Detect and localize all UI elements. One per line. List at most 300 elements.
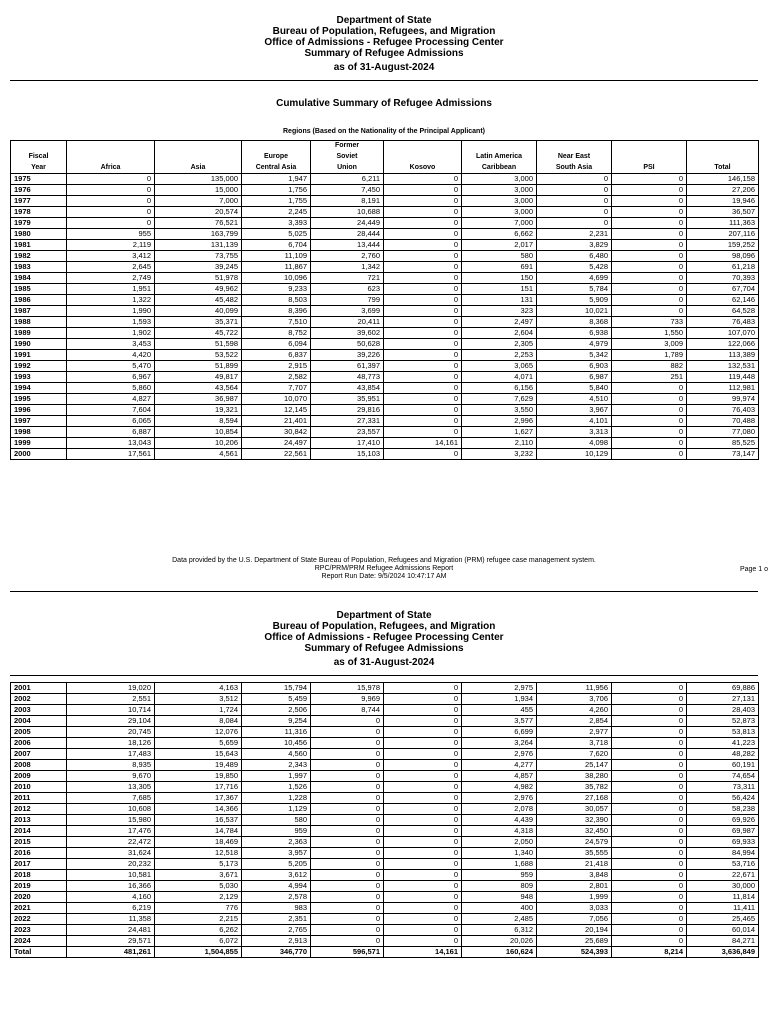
cell-latam: 2,604 <box>462 328 537 339</box>
cell-total: 67,704 <box>687 284 759 295</box>
cell-latam: 6,156 <box>462 383 537 394</box>
cell-asia: 45,722 <box>155 328 242 339</box>
cell-europe: 4,560 <box>242 749 311 760</box>
cell-europe: 2,363 <box>242 837 311 848</box>
table-row <box>11 449 759 460</box>
cell-europe: 15,794 <box>242 683 311 694</box>
cell-asia: 45,482 <box>155 295 242 306</box>
cell-year: Total <box>11 947 67 958</box>
cell-europe: 10,456 <box>242 738 311 749</box>
col-latam-line1: Latin America <box>462 152 537 163</box>
cell-year: 2017 <box>11 859 67 870</box>
cell-total: 159,252 <box>687 240 759 251</box>
cell-psi: 0 <box>612 383 687 394</box>
cell-soviet: 0 <box>311 892 384 903</box>
cell-europe: 2,351 <box>242 914 311 925</box>
cell-total: 3,636,849 <box>687 947 759 958</box>
cell-kosovo: 0 <box>384 196 462 207</box>
cell-soviet: 0 <box>311 837 384 848</box>
cell-europe: 5,205 <box>242 859 311 870</box>
cell-neareast: 6,903 <box>537 361 612 372</box>
cell-africa: 10,714 <box>67 705 155 716</box>
cell-asia: 3,512 <box>155 694 242 705</box>
cell-year: 1976 <box>11 185 67 196</box>
cell-kosovo: 0 <box>384 240 462 251</box>
cell-soviet: 39,602 <box>311 328 384 339</box>
cell-africa: 4,420 <box>67 350 155 361</box>
cell-asia: 1,724 <box>155 705 242 716</box>
cell-asia: 14,784 <box>155 826 242 837</box>
cell-year: 2022 <box>11 914 67 925</box>
cell-kosovo: 0 <box>384 339 462 350</box>
col-soviet-line2: Soviet <box>311 152 384 163</box>
cell-latam: 2,976 <box>462 749 537 760</box>
cell-kosovo: 0 <box>384 317 462 328</box>
cell-kosovo: 0 <box>384 295 462 306</box>
cell-psi: 0 <box>612 760 687 771</box>
cell-neareast: 0 <box>537 218 612 229</box>
cell-africa: 6,967 <box>67 372 155 383</box>
cell-year: 1988 <box>11 317 67 328</box>
cell-psi: 0 <box>612 405 687 416</box>
cell-total: 53,716 <box>687 859 759 870</box>
cell-psi: 251 <box>612 372 687 383</box>
cell-psi: 0 <box>612 815 687 826</box>
cell-kosovo: 0 <box>384 284 462 295</box>
cell-year: 1975 <box>11 174 67 185</box>
cell-total: 62,146 <box>687 295 759 306</box>
cell-neareast: 4,510 <box>537 394 612 405</box>
cell-psi: 0 <box>612 771 687 782</box>
cell-soviet: 39,226 <box>311 350 384 361</box>
cell-psi: 0 <box>612 705 687 716</box>
cell-year: 1979 <box>11 218 67 229</box>
cell-latam: 3,577 <box>462 716 537 727</box>
cell-africa: 20,745 <box>67 727 155 738</box>
cell-psi: 0 <box>612 837 687 848</box>
cell-year: 2005 <box>11 727 67 738</box>
cell-latam: 2,976 <box>462 793 537 804</box>
cell-neareast: 20,194 <box>537 925 612 936</box>
cell-latam: 2,017 <box>462 240 537 251</box>
cell-year: 1994 <box>11 383 67 394</box>
cell-neareast: 0 <box>537 185 612 196</box>
cell-year: 1997 <box>11 416 67 427</box>
cell-psi: 0 <box>612 848 687 859</box>
cell-total: 107,070 <box>687 328 759 339</box>
cell-kosovo: 0 <box>384 306 462 317</box>
cell-year: 1982 <box>11 251 67 262</box>
admissions-table-1975-2000 <box>10 140 759 460</box>
cell-soviet: 0 <box>311 749 384 760</box>
cell-total: 207,116 <box>687 229 759 240</box>
cell-soviet: 50,628 <box>311 339 384 350</box>
cell-soviet: 17,410 <box>311 438 384 449</box>
cell-psi: 0 <box>612 262 687 273</box>
cell-kosovo: 0 <box>384 716 462 727</box>
cell-europe: 30,842 <box>242 427 311 438</box>
col-latam-line2: Caribbean <box>462 163 537 174</box>
cell-neareast: 2,977 <box>537 727 612 738</box>
cell-asia: 15,643 <box>155 749 242 760</box>
cell-latam: 6,312 <box>462 925 537 936</box>
cell-year: 1999 <box>11 438 67 449</box>
cell-africa: 7,604 <box>67 405 155 416</box>
cell-africa: 6,065 <box>67 416 155 427</box>
cell-kosovo: 0 <box>384 782 462 793</box>
cell-latam: 7,629 <box>462 394 537 405</box>
cell-africa: 9,670 <box>67 771 155 782</box>
cell-psi: 0 <box>612 284 687 295</box>
cell-psi: 0 <box>612 925 687 936</box>
cell-latam: 2,497 <box>462 317 537 328</box>
cell-kosovo: 0 <box>384 881 462 892</box>
cell-neareast: 10,021 <box>537 306 612 317</box>
cell-latam: 959 <box>462 870 537 881</box>
cell-kosovo: 0 <box>384 427 462 438</box>
cell-asia: 12,518 <box>155 848 242 859</box>
cell-europe: 5,459 <box>242 694 311 705</box>
cell-africa: 10,608 <box>67 804 155 815</box>
table-row <box>11 196 759 207</box>
cell-europe: 10,070 <box>242 394 311 405</box>
cell-psi: 8,214 <box>612 947 687 958</box>
col-neareast-line2: South Asia <box>537 163 612 174</box>
cell-europe: 2,913 <box>242 936 311 947</box>
cell-soviet: 2,760 <box>311 251 384 262</box>
cell-europe: 8,752 <box>242 328 311 339</box>
header-divider <box>10 80 758 81</box>
cell-asia: 51,899 <box>155 361 242 372</box>
cell-year: 2020 <box>11 892 67 903</box>
table-row <box>11 936 759 947</box>
table-row <box>11 925 759 936</box>
footer-report-name: RPC/PRM/PRM Refugee Admissions Report <box>314 565 454 572</box>
cell-latam: 2,253 <box>462 350 537 361</box>
cell-kosovo: 0 <box>384 727 462 738</box>
cell-europe: 3,393 <box>242 218 311 229</box>
cell-europe: 10,096 <box>242 273 311 284</box>
cell-kosovo: 0 <box>384 694 462 705</box>
header-department: Department of State <box>336 15 432 26</box>
cell-kosovo: 0 <box>384 925 462 936</box>
col-year-line2: Year <box>11 163 67 174</box>
cell-kosovo: 0 <box>384 174 462 185</box>
cell-year: 1978 <box>11 207 67 218</box>
cell-neareast: 6,987 <box>537 372 612 383</box>
table-row <box>11 218 759 229</box>
report-subtitle: Cumulative Summary of Refugee Admissions <box>276 98 492 109</box>
cell-year: 1996 <box>11 405 67 416</box>
col-former-line1: Former <box>311 141 384 152</box>
cell-total: 11,411 <box>687 903 759 914</box>
cell-soviet: 623 <box>311 284 384 295</box>
cell-kosovo: 0 <box>384 405 462 416</box>
cell-kosovo: 0 <box>384 936 462 947</box>
cell-total: 36,507 <box>687 207 759 218</box>
cell-year: 2016 <box>11 848 67 859</box>
cell-psi: 0 <box>612 727 687 738</box>
cell-africa: 17,561 <box>67 449 155 460</box>
table-row <box>11 339 759 350</box>
cell-asia: 51,978 <box>155 273 242 284</box>
cell-kosovo: 0 <box>384 826 462 837</box>
cell-total: 73,311 <box>687 782 759 793</box>
cell-latam: 2,110 <box>462 438 537 449</box>
cell-asia: 5,659 <box>155 738 242 749</box>
cell-latam: 323 <box>462 306 537 317</box>
table-row <box>11 174 759 185</box>
cell-kosovo: 0 <box>384 749 462 760</box>
cell-africa: 6,219 <box>67 903 155 914</box>
cell-latam: 2,996 <box>462 416 537 427</box>
cell-asia: 163,799 <box>155 229 242 240</box>
cell-psi: 0 <box>612 240 687 251</box>
cell-latam: 1,688 <box>462 859 537 870</box>
cell-soviet: 35,951 <box>311 394 384 405</box>
table-row <box>11 262 759 273</box>
cell-total: 25,465 <box>687 914 759 925</box>
cell-europe: 2,915 <box>242 361 311 372</box>
cell-kosovo: 0 <box>384 273 462 284</box>
cell-psi: 0 <box>612 394 687 405</box>
cell-year: 1981 <box>11 240 67 251</box>
header-department: Department of State <box>336 610 432 621</box>
cell-europe: 2,765 <box>242 925 311 936</box>
header-summary: Summary of Refugee Admissions <box>304 643 464 654</box>
cell-soviet: 596,571 <box>311 947 384 958</box>
cell-neareast: 3,967 <box>537 405 612 416</box>
table-row <box>11 837 759 848</box>
header-bureau: Bureau of Population, Refugees, and Migration <box>272 26 496 37</box>
cell-year: 1993 <box>11 372 67 383</box>
cell-total: 77,080 <box>687 427 759 438</box>
cell-total: 70,488 <box>687 416 759 427</box>
cell-psi: 0 <box>612 306 687 317</box>
cell-kosovo: 0 <box>384 793 462 804</box>
cell-asia: 49,962 <box>155 284 242 295</box>
cell-africa: 0 <box>67 185 155 196</box>
cell-psi: 0 <box>612 251 687 262</box>
cell-africa: 11,358 <box>67 914 155 925</box>
cell-kosovo: 0 <box>384 914 462 925</box>
cell-latam: 580 <box>462 251 537 262</box>
header-as-of-date: as of 31-August-2024 <box>333 62 435 73</box>
cell-soviet: 23,557 <box>311 427 384 438</box>
cell-europe: 580 <box>242 815 311 826</box>
cell-total: 19,946 <box>687 196 759 207</box>
cell-total: 146,158 <box>687 174 759 185</box>
cell-psi: 882 <box>612 361 687 372</box>
cell-soviet: 27,331 <box>311 416 384 427</box>
cell-europe: 22,561 <box>242 449 311 460</box>
cell-psi: 0 <box>612 229 687 240</box>
cell-year: 2015 <box>11 837 67 848</box>
cell-psi: 1,550 <box>612 328 687 339</box>
cell-year: 2018 <box>11 870 67 881</box>
cell-europe: 6,094 <box>242 339 311 350</box>
cell-neareast: 11,956 <box>537 683 612 694</box>
cell-year: 1986 <box>11 295 67 306</box>
table-row <box>11 892 759 903</box>
cell-soviet: 10,688 <box>311 207 384 218</box>
table-row <box>11 251 759 262</box>
cell-latam: 2,050 <box>462 837 537 848</box>
cell-kosovo: 0 <box>384 683 462 694</box>
cell-soviet: 13,444 <box>311 240 384 251</box>
table-row <box>11 295 759 306</box>
cell-africa: 0 <box>67 174 155 185</box>
cell-europe: 11,867 <box>242 262 311 273</box>
cell-africa: 13,043 <box>67 438 155 449</box>
cell-kosovo: 0 <box>384 262 462 273</box>
cell-kosovo: 0 <box>384 837 462 848</box>
table-row <box>11 848 759 859</box>
cell-europe: 7,707 <box>242 383 311 394</box>
table-row <box>11 716 759 727</box>
cell-europe: 5,025 <box>242 229 311 240</box>
table-row <box>11 317 759 328</box>
cell-soviet: 8,191 <box>311 196 384 207</box>
col-soviet-line3: Union <box>311 163 384 174</box>
cell-africa: 4,160 <box>67 892 155 903</box>
cell-psi: 0 <box>612 416 687 427</box>
cell-kosovo: 0 <box>384 350 462 361</box>
cell-asia: 10,854 <box>155 427 242 438</box>
cell-latam: 1,627 <box>462 427 537 438</box>
table-row <box>11 705 759 716</box>
cell-latam: 150 <box>462 273 537 284</box>
cell-asia: 39,245 <box>155 262 242 273</box>
report-header <box>0 15 768 73</box>
cell-europe: 1,129 <box>242 804 311 815</box>
cell-kosovo: 0 <box>384 892 462 903</box>
cell-africa: 15,980 <box>67 815 155 826</box>
cell-africa: 29,571 <box>67 936 155 947</box>
cell-psi: 0 <box>612 936 687 947</box>
cell-africa: 955 <box>67 229 155 240</box>
cell-latam: 3,000 <box>462 185 537 196</box>
table-row <box>11 859 759 870</box>
cell-africa: 2,551 <box>67 694 155 705</box>
page-divider <box>10 591 758 592</box>
cell-soviet: 721 <box>311 273 384 284</box>
cell-asia: 4,163 <box>155 683 242 694</box>
cell-asia: 16,537 <box>155 815 242 826</box>
cell-year: 1998 <box>11 427 67 438</box>
cell-kosovo: 0 <box>384 328 462 339</box>
cell-soviet: 61,397 <box>311 361 384 372</box>
cell-kosovo: 0 <box>384 705 462 716</box>
cell-year: 2014 <box>11 826 67 837</box>
cell-europe: 1,947 <box>242 174 311 185</box>
cell-year: 1989 <box>11 328 67 339</box>
cell-europe: 9,233 <box>242 284 311 295</box>
cell-total: 56,424 <box>687 793 759 804</box>
cell-soviet: 0 <box>311 760 384 771</box>
cell-neareast: 5,428 <box>537 262 612 273</box>
cell-soviet: 20,411 <box>311 317 384 328</box>
cell-total: 27,131 <box>687 694 759 705</box>
cell-neareast: 2,801 <box>537 881 612 892</box>
cell-soviet: 8,744 <box>311 705 384 716</box>
cell-neareast: 3,033 <box>537 903 612 914</box>
table-row <box>11 361 759 372</box>
cell-latam: 4,277 <box>462 760 537 771</box>
cell-neareast: 5,840 <box>537 383 612 394</box>
cell-latam: 6,699 <box>462 727 537 738</box>
cell-europe: 3,957 <box>242 848 311 859</box>
cell-soviet: 29,816 <box>311 405 384 416</box>
cell-psi: 0 <box>612 427 687 438</box>
cell-year: 2002 <box>11 694 67 705</box>
cell-africa: 10,581 <box>67 870 155 881</box>
cell-kosovo: 0 <box>384 859 462 870</box>
cell-africa: 13,305 <box>67 782 155 793</box>
cell-asia: 135,000 <box>155 174 242 185</box>
cell-africa: 1,593 <box>67 317 155 328</box>
cell-asia: 5,173 <box>155 859 242 870</box>
cell-europe: 24,497 <box>242 438 311 449</box>
cell-total: 99,974 <box>687 394 759 405</box>
cell-neareast: 3,829 <box>537 240 612 251</box>
cell-kosovo: 0 <box>384 870 462 881</box>
cell-neareast: 24,579 <box>537 837 612 848</box>
col-africa: Africa <box>67 163 155 174</box>
cell-africa: 5,470 <box>67 361 155 372</box>
cell-soviet: 43,854 <box>311 383 384 394</box>
report-header-page-2 <box>0 610 768 668</box>
cell-year: 1980 <box>11 229 67 240</box>
cell-soviet: 0 <box>311 903 384 914</box>
cell-psi: 0 <box>612 749 687 760</box>
cell-europe: 4,994 <box>242 881 311 892</box>
cell-total: 85,525 <box>687 438 759 449</box>
cell-total: 58,238 <box>687 804 759 815</box>
header-bureau: Bureau of Population, Refugees, and Migration <box>272 621 496 632</box>
cell-psi: 0 <box>612 716 687 727</box>
cell-asia: 2,129 <box>155 892 242 903</box>
cell-year: 1995 <box>11 394 67 405</box>
cell-africa: 481,261 <box>67 947 155 958</box>
cell-latam: 1,934 <box>462 694 537 705</box>
cell-africa: 18,126 <box>67 738 155 749</box>
cell-latam: 3,000 <box>462 174 537 185</box>
table-row <box>11 438 759 449</box>
table-row <box>11 870 759 881</box>
cell-asia: 131,139 <box>155 240 242 251</box>
table-row <box>11 427 759 438</box>
cell-europe: 2,506 <box>242 705 311 716</box>
cell-africa: 17,483 <box>67 749 155 760</box>
cell-soviet: 7,450 <box>311 185 384 196</box>
cell-neareast: 4,098 <box>537 438 612 449</box>
table-body-1975-2000 <box>11 174 759 460</box>
cell-total: 28,403 <box>687 705 759 716</box>
cell-asia: 15,000 <box>155 185 242 196</box>
cell-year: 2001 <box>11 683 67 694</box>
cell-latam: 2,078 <box>462 804 537 815</box>
cell-soviet: 3,699 <box>311 306 384 317</box>
cell-psi: 0 <box>612 881 687 892</box>
cell-kosovo: 0 <box>384 804 462 815</box>
cell-year: 2011 <box>11 793 67 804</box>
footer-source: Data provided by the U.S. Department of State Bureau of Population, Refugees and Migration (PRM) refugee case management system. <box>172 557 596 564</box>
cell-africa: 4,827 <box>67 394 155 405</box>
col-psi: PSI <box>612 163 687 174</box>
cell-neareast: 2,854 <box>537 716 612 727</box>
cell-asia: 17,716 <box>155 782 242 793</box>
